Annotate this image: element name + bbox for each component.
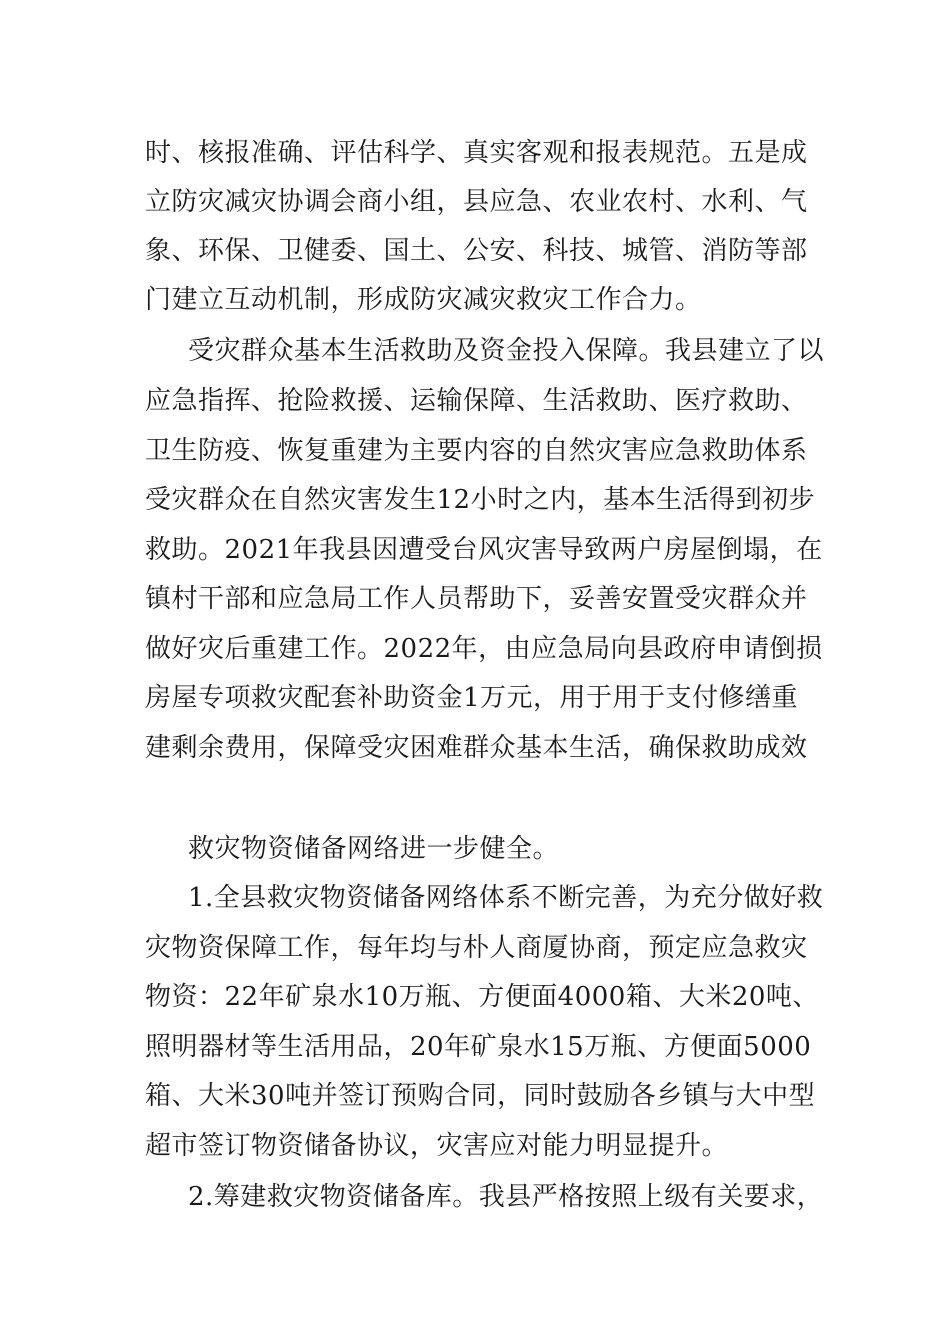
- text-line: 时、核报准确、评估科学、真实客观和报表规范。五是成: [145, 138, 808, 168]
- text-line: 建剩余费用，保障受灾困难群众基本生活，确保救助成效: [145, 733, 808, 763]
- text-line: 镇村干部和应急局工作人员帮助下，妥善安置受灾群众并: [145, 584, 808, 614]
- list-item-1: 1.全县救灾物资储备网络体系不断完善，为充分做好救: [188, 883, 824, 913]
- text-line: 房屋专项救灾配套补助资金1万元，用于用于支付修缮重: [145, 683, 799, 713]
- paragraph-heading: 救灾物资储备网络进一步健全。: [188, 834, 560, 864]
- text-line: 象、环保、卫健委、国土、公安、科技、城管、消防等部: [145, 236, 808, 266]
- text-line: 物资：22年矿泉水10万瓶、方便面4000箱、大米20吨、: [145, 982, 819, 1012]
- text-line: 超市签订物资储备协议，灾害应对能力明显提升。: [145, 1131, 729, 1161]
- list-item-2: 2.筹建救灾物资储备库。我县严格按照上级有关要求，: [188, 1182, 824, 1212]
- text-line: 救助。2021年我县因遭受台风灾害导致两户房屋倒塌，在: [145, 535, 823, 565]
- text-line: 照明器材等生活用品，20年矿泉水15万瓶、方便面5000: [145, 1032, 812, 1062]
- text-line: 做好灾后重建工作。2022年，由应急局向县政府申请倒损: [145, 634, 823, 664]
- text-line: 应急指挥、抢险救援、运输保障、生活救助、医疗救助、: [145, 386, 808, 416]
- text-line: 立防灾减灾协调会商小组，县应急、农业农村、水利、气: [145, 187, 808, 217]
- text-line: 灾物资保障工作，每年均与朴人商厦协商，预定应急救灾: [145, 933, 808, 963]
- paragraph-heading: 受灾群众基本生活救助及资金投入保障。我县建立了以: [188, 336, 825, 366]
- text-line: 箱、大米30吨并签订预购合同，同时鼓励各乡镇与大中型: [145, 1081, 816, 1111]
- text-line: 卫生防疫、恢复重建为主要内容的自然灾害应急救助体系: [145, 436, 808, 466]
- text-line: 受灾群众在自然灾害发生12小时之内，基本生活得到初步: [145, 485, 816, 515]
- text-line: 门建立互动机制，形成防灾减灾救灾工作合力。: [145, 285, 702, 315]
